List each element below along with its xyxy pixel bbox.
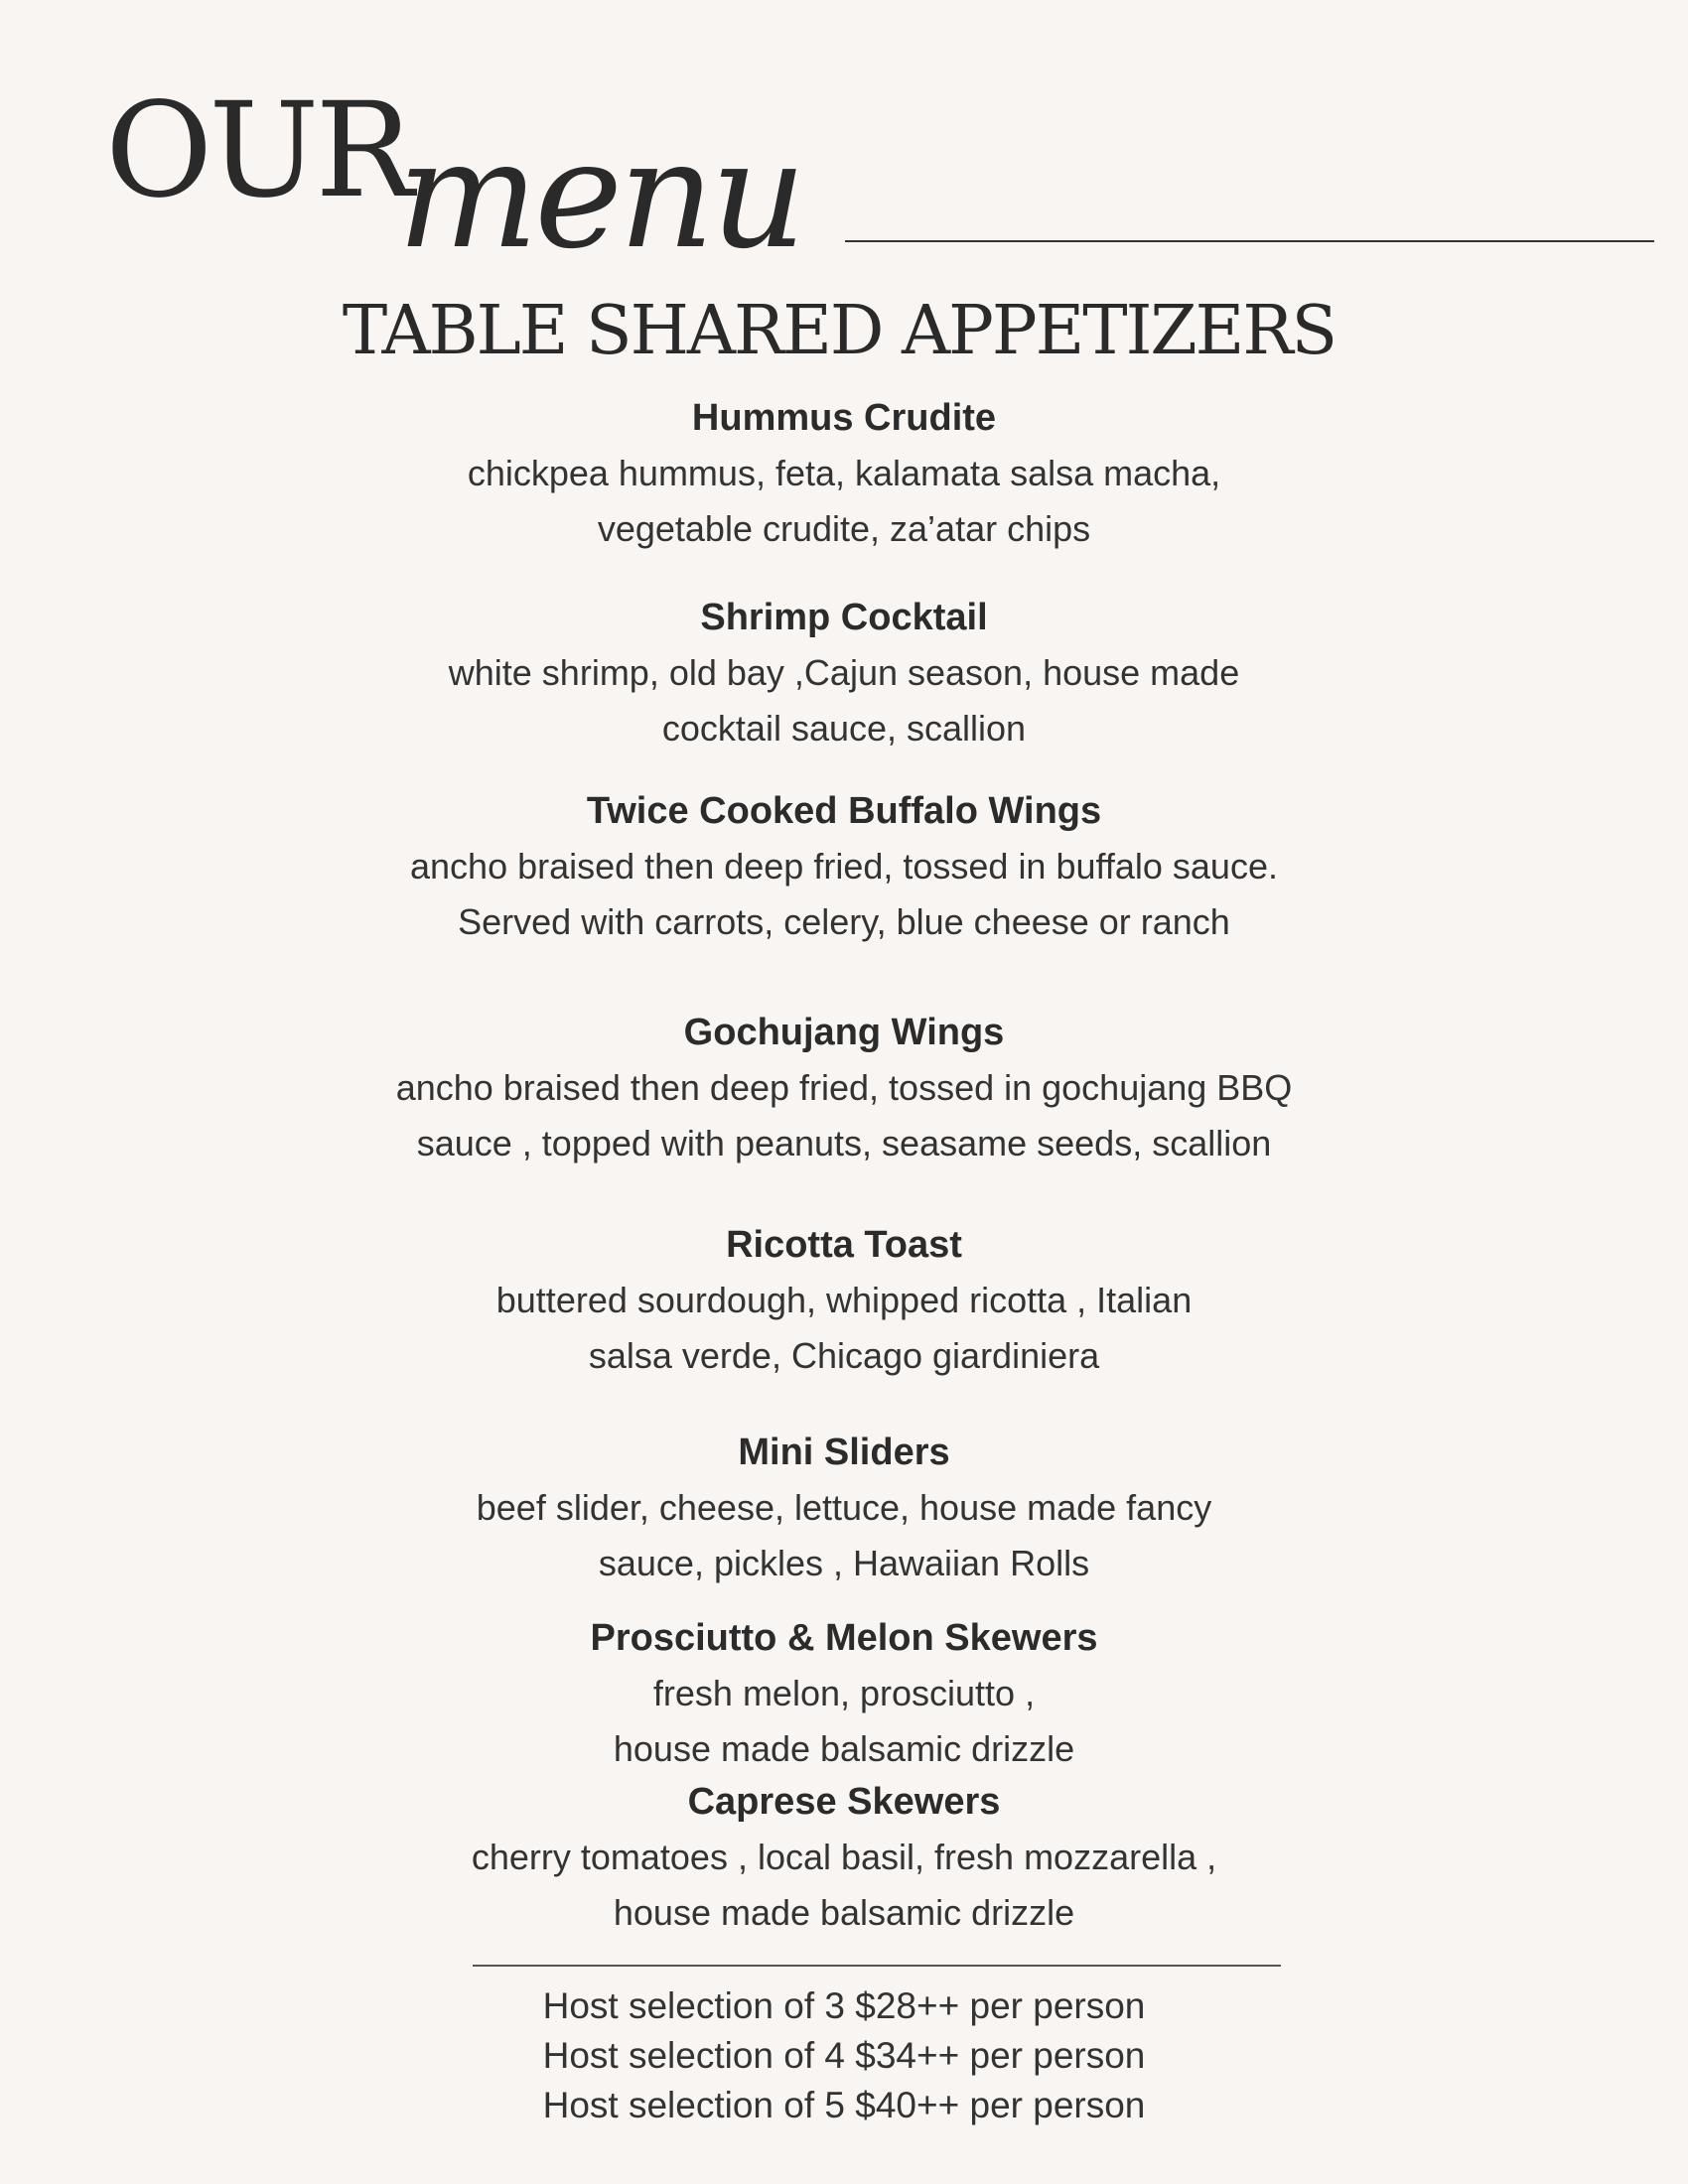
menu-item-caprese-skewers	[0, 1774, 1688, 1941]
item-description-line: house made balsamic drizzle	[613, 1728, 1075, 1769]
menu-item-shrimp-cocktail	[0, 590, 1688, 756]
item-name: Mini Sliders	[738, 1432, 950, 1473]
item-description-line: beef slider, cheese, lettuce, house made fancy	[476, 1487, 1212, 1528]
item-name: Hummus Crudite	[691, 397, 997, 439]
item-description-line: white shrimp, old bay ,Cajun season, house made	[448, 652, 1240, 693]
price-line: Host selection of 3 $28++ per person	[542, 1985, 1146, 2026]
item-description-line: vegetable crudite, za’atar chips	[597, 508, 1091, 549]
item-description-line: sauce , topped with peanuts, seasame seeds, scallion	[416, 1123, 1272, 1163]
item-description-line: Served with carrots, celery, blue cheese or ranch	[458, 901, 1230, 942]
item-description-line: fresh melon, prosciutto ,	[652, 1673, 1036, 1713]
item-description-line: ancho braised then deep fried, tossed in gochujang BBQ	[395, 1067, 1293, 1108]
item-description-line: cherry tomatoes , local basil, fresh mozzarella ,	[471, 1837, 1217, 1877]
item-description-line: cocktail sauce, scallion	[661, 708, 1027, 749]
menu-item-buffalo-wings	[0, 783, 1688, 950]
item-description-line: chickpea hummus, feta, kalamata salsa macha,	[467, 453, 1221, 493]
item-name: Prosciutto & Melon Skewers	[590, 1617, 1098, 1659]
item-description-line: sauce, pickles , Hawaiian Rolls	[598, 1543, 1090, 1583]
pricing-block	[0, 1981, 1688, 2130]
section-heading: TABLE SHARED APPETIZERS	[342, 292, 1336, 370]
menu-item-hummus-crudite	[0, 390, 1688, 557]
menu-item-prosciutto-melon-skewers	[0, 1610, 1688, 1777]
price-line: Host selection of 5 $40++ per person	[542, 2085, 1146, 2125]
item-name: Gochujang Wings	[683, 1012, 1005, 1053]
menu-item-gochujang-wings	[0, 1005, 1688, 1171]
item-description-line: buttered sourdough, whipped ricotta , Italian	[495, 1280, 1193, 1320]
item-name: Caprese Skewers	[687, 1781, 1001, 1823]
menu-item-ricotta-toast	[0, 1217, 1688, 1384]
item-name: Shrimp Cocktail	[700, 597, 988, 638]
item-description-line: ancho braised then deep fried, tossed in buffalo sauce.	[410, 846, 1278, 887]
item-name: Ricotta Toast	[726, 1224, 962, 1266]
item-description-line: salsa verde, Chicago giardiniera	[588, 1335, 1100, 1376]
pricing-divider	[473, 1965, 1281, 1967]
item-description-line: house made balsamic drizzle	[613, 1892, 1075, 1933]
title-our: OUR	[105, 74, 410, 227]
menu-item-mini-sliders	[0, 1425, 1688, 1591]
title-menu: menu	[397, 109, 803, 282]
item-name: Twice Cooked Buffalo Wings	[586, 790, 1102, 832]
price-line: Host selection of 4 $34++ per person	[542, 2035, 1146, 2076]
